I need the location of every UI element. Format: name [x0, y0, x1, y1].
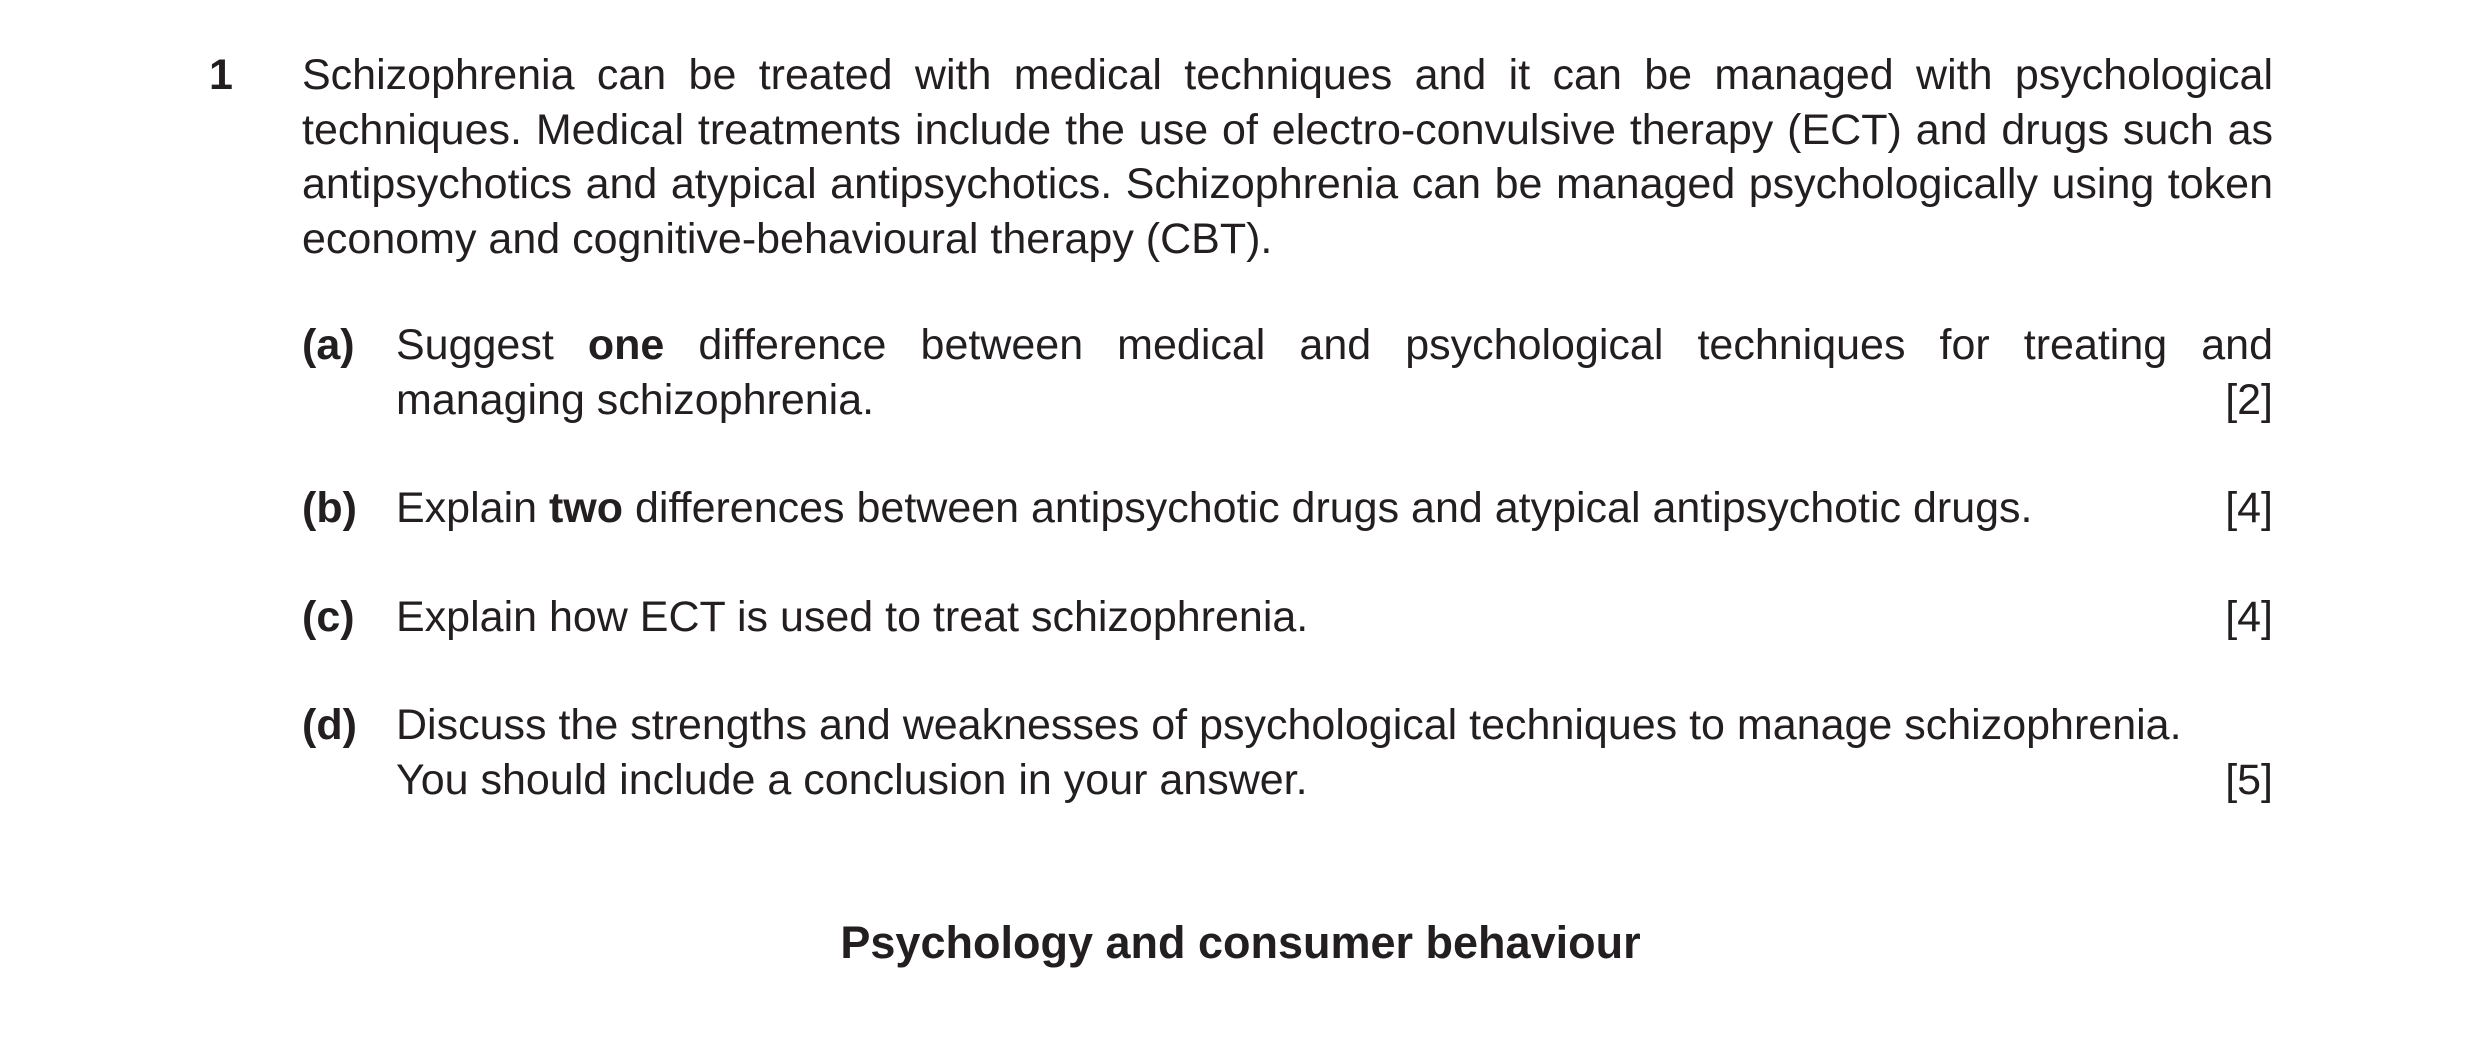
part-d-line-2-text: You should include a conclusion in your answer. — [396, 755, 1308, 804]
part-d-label: (d) — [302, 701, 357, 749]
question-number: 1 — [209, 51, 233, 99]
part-a-line-1 — [396, 318, 2273, 373]
part-c-text — [396, 590, 2273, 645]
part-a-label: (a) — [302, 321, 355, 369]
part-a-text — [396, 318, 2273, 427]
part-b-label: (b) — [302, 484, 357, 532]
part-a-marks: [2] — [2225, 375, 2273, 424]
part-b-emphasis: two — [548, 484, 624, 532]
part-b-sentence — [396, 481, 2033, 536]
part-a-emphasis: one — [587, 321, 665, 369]
part-c-line-1 — [396, 590, 2273, 645]
question-stem: Schizophrenia can be treated with medical techniques and it can be managed with psychological techniques. Medical treatments include the use of electro-convulsive therapy (ECT) and drugs such as antipsychotics and atypical antipsychotics. Schizophrenia can be managed psychologically using token economy and cognitive-behavioural therapy (CBT). — [302, 51, 2273, 263]
part-d-text — [396, 698, 2273, 807]
part-b-rest: differences between antipsychotic drugs and atypical antipsychotic drugs. — [634, 484, 2033, 532]
part-d-marks: [5] — [2225, 755, 2273, 804]
part-b-word-pre: Explain — [396, 484, 538, 532]
part-a-line-1-rest: difference between medical and psychological techniques for treating and — [698, 321, 2273, 369]
part-c-label: (c) — [302, 593, 355, 641]
part-a-word-pre: Suggest — [396, 321, 554, 369]
part-d-line-1-text: Discuss the strengths and weaknesses of psychological techniques to manage schizophrenia. — [396, 701, 2182, 749]
part-d-line-2 — [396, 753, 2273, 808]
part-b-marks: [4] — [2225, 484, 2273, 532]
part-a-line-2 — [396, 373, 2273, 428]
part-b-text — [396, 481, 2273, 536]
part-a-line-2-text: managing schizophrenia. — [396, 375, 875, 424]
part-b-line-1 — [396, 481, 2273, 536]
section-heading: Psychology and consumer behaviour — [840, 917, 1641, 968]
part-c-sentence: Explain how ECT is used to treat schizophrenia. — [396, 593, 1309, 641]
part-d-line-1 — [396, 698, 2273, 753]
part-c-marks: [4] — [2225, 593, 2273, 641]
